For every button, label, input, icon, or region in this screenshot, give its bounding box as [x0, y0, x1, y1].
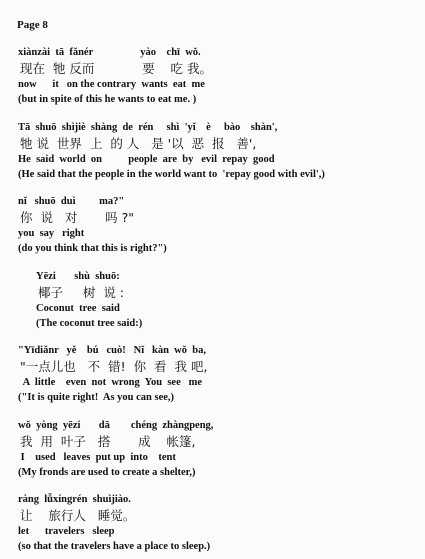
gloss-line: you say right	[18, 228, 85, 239]
gloss-line: now it on the contrary wants eat me	[18, 79, 205, 90]
gloss-line: I used leaves put up into tent	[18, 452, 176, 463]
translation-line: (so that the travelers have a place to sleep.)	[18, 541, 211, 552]
chinese-line: 椰子 树 说 :	[38, 285, 124, 300]
pinyin-line: ràng lǚxíngrén shuìjiào.	[18, 494, 131, 505]
gloss-line: Coconut tree said	[36, 303, 120, 314]
pinyin-line: "Yīdiǎnr yě bú cuò! Nǐ kàn wǒ ba,	[18, 345, 206, 356]
translation-line: (The coconut tree said:)	[36, 318, 143, 329]
gloss-line: A little even not wrong You see me	[18, 377, 203, 388]
translation-line: (do you think that this is right?")	[18, 243, 167, 254]
gloss-line: He said world on people are by evil repay good	[18, 154, 275, 165]
chinese-line: "一点儿也 不 错! 你 看 我 吧,	[20, 359, 208, 374]
gloss-line: let travelers sleep	[18, 526, 115, 537]
pinyin-line: wǒ yòng yēzi dā chéng zhàngpeng,	[18, 420, 214, 431]
translation-line: (My fronds are used to create a shelter,)	[18, 467, 196, 478]
pinyin-line: xiànzài tā fǎnér yào chī wǒ.	[18, 47, 201, 58]
translation-line: (He said that the people in the world want to 'repay good with evil',)	[18, 169, 325, 180]
translation-line: (but in spite of this he wants to eat me. )	[18, 94, 197, 105]
pinyin-line: nǐ shuō duì ma?"	[18, 196, 125, 207]
chinese-line: 现在 牠 反而 要 吃 我。	[20, 61, 212, 76]
page-title: Page 8	[17, 19, 48, 31]
translation-line: ("It is quite right! As you can see,)	[18, 392, 175, 403]
chinese-line: 我 用 叶子 搭 成 帐篷,	[20, 434, 196, 449]
pinyin-line: Yēzi shù shuō:	[36, 271, 120, 282]
pinyin-line: Tā shuō shìjiè shàng de rén shì 'yǐ è bào shàn',	[18, 122, 278, 133]
chinese-line: 让 旅行人 睡觉。	[20, 508, 136, 523]
chinese-line: 你 说 对 吗 ?"	[20, 210, 135, 225]
chinese-line: 牠 说 世界 上 的 人 是 '以 恶 报 善',	[20, 136, 257, 151]
